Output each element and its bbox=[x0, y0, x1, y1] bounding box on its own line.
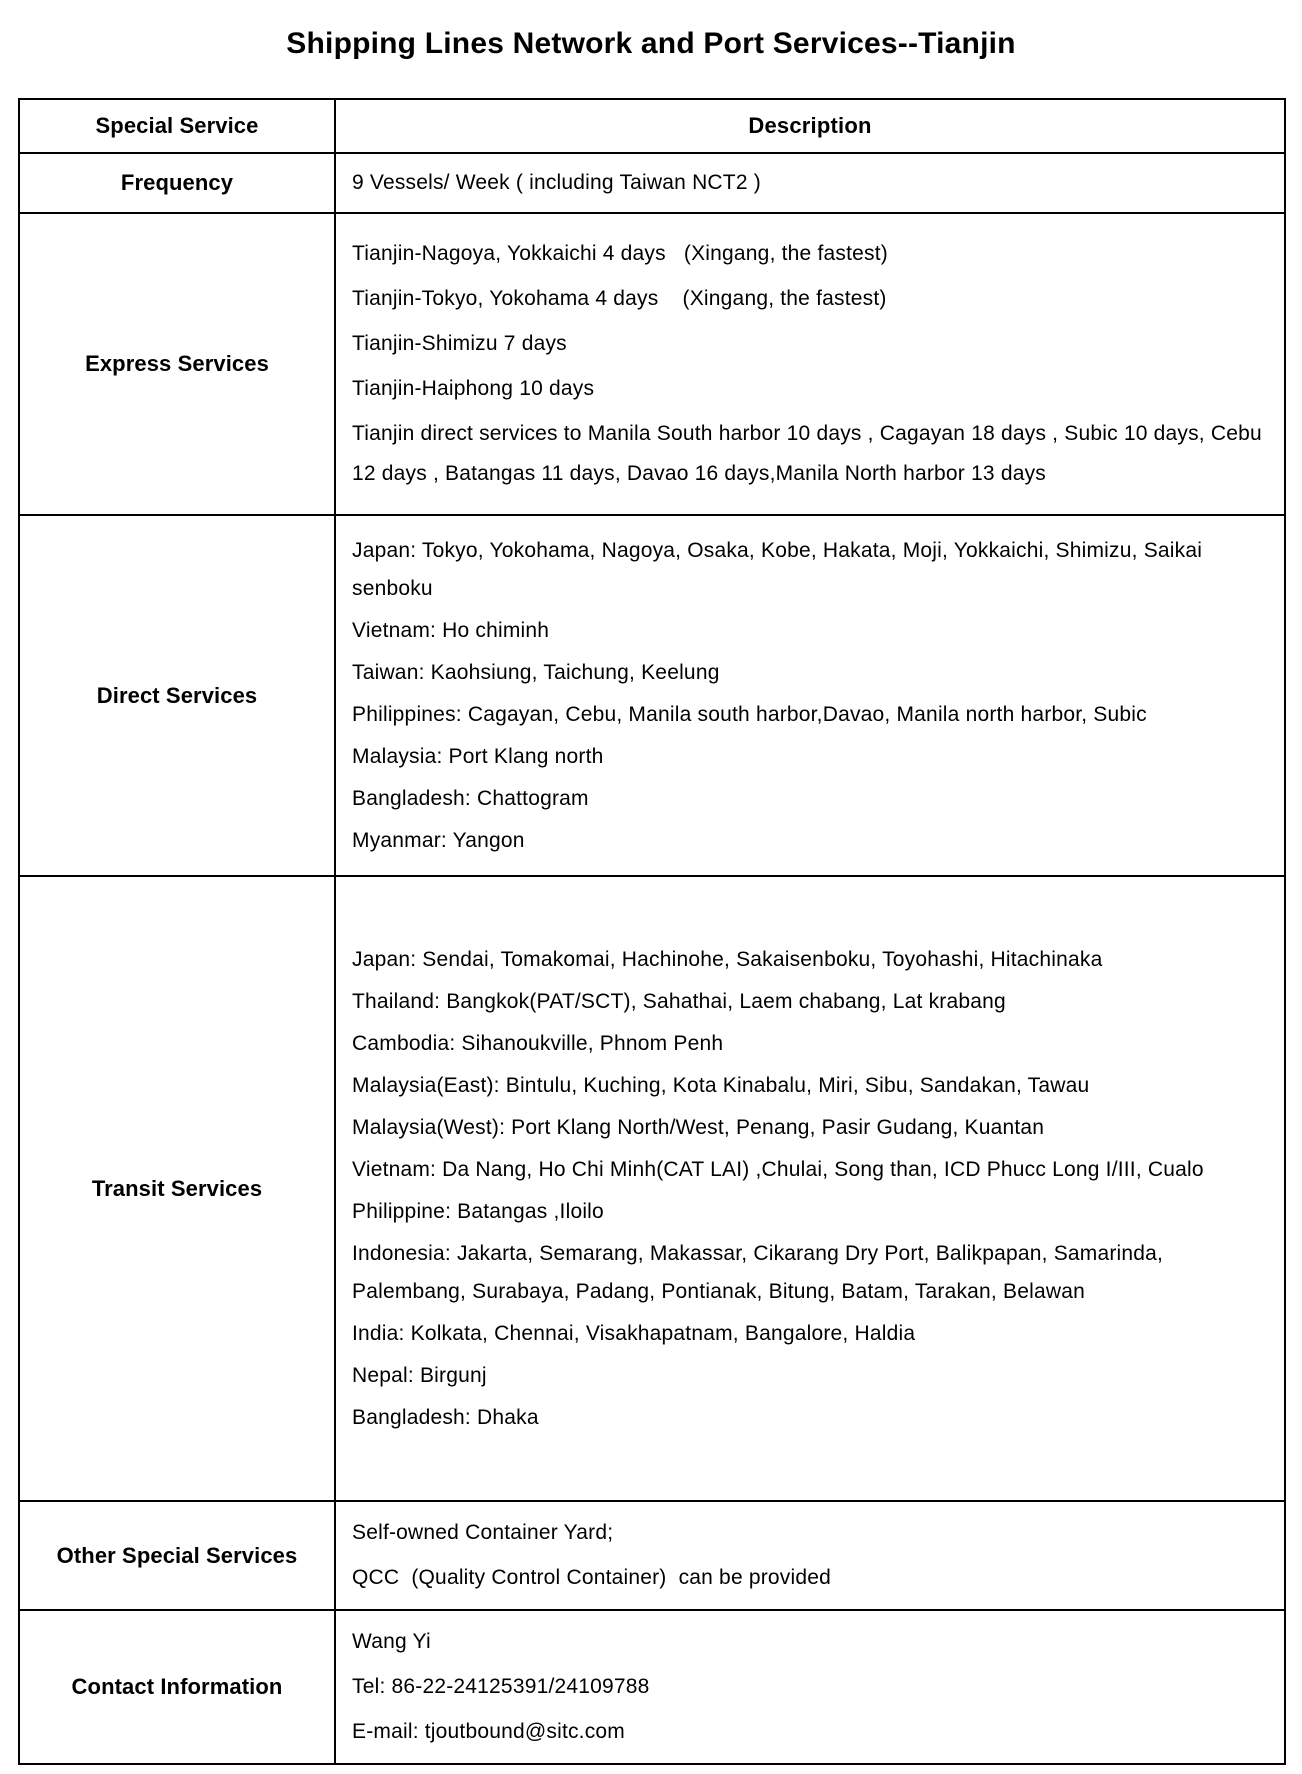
service-entry: Taiwan: Kaohsiung, Taichung, Keelung bbox=[352, 660, 720, 684]
contact-email: E-mail: tjoutbound@sitc.com bbox=[352, 1720, 625, 1743]
service-entry: Self-owned Container Yard; bbox=[352, 1521, 614, 1544]
desc-direct-services bbox=[335, 515, 1285, 876]
service-entry: Japan: Tokyo, Yokohama, Nagoya, Osaka, Kobe, Hakata, Moji, Yokkaichi, Shimizu, Saikai senboku bbox=[352, 538, 1209, 600]
label-direct-services: Direct Services bbox=[19, 515, 335, 876]
service-entry: Vietnam: Da Nang, Ho Chi Minh(CAT LAI) ,Chulai, Song than, ICD Phucc Long I/III, Cualo bbox=[352, 1157, 1204, 1181]
service-entry: Malaysia(East): Bintulu, Kuching, Kota Kinabalu, Miri, Sibu, Sandakan, Tawau bbox=[352, 1073, 1090, 1097]
desc-other-special-services bbox=[335, 1501, 1285, 1610]
label-transit-services: Transit Services bbox=[19, 876, 335, 1501]
service-entry: QCC (Quality Control Container) can be provided bbox=[352, 1566, 832, 1589]
contact-tel: Tel: 86-22-24125391/24109788 bbox=[352, 1675, 650, 1698]
row-frequency bbox=[19, 153, 1285, 213]
service-entry: Tianjin-Nagoya, Yokkaichi 4 days (Xingang, the fastest) bbox=[352, 242, 888, 265]
service-entry: Tianjin direct services to Manila South harbor 10 days , Cagayan 18 days , Subic 10 days, Cebu 12 days , Batangas 11 days, Davao 16 days,Manila North harbor 13 days bbox=[352, 422, 1268, 485]
service-entry: Tianjin-Shimizu 7 days bbox=[352, 332, 567, 355]
label-contact-information: Contact Information bbox=[19, 1610, 335, 1764]
label-other-special-services: Other Special Services bbox=[19, 1501, 335, 1610]
row-transit-services bbox=[19, 876, 1285, 1501]
row-contact-information bbox=[19, 1610, 1285, 1764]
service-entry: Philippines: Cagayan, Cebu, Manila south harbor,Davao, Manila north harbor, Subic bbox=[352, 702, 1147, 726]
service-entry: Myanmar: Yangon bbox=[352, 828, 525, 852]
service-entry: Malaysia: Port Klang north bbox=[352, 744, 604, 768]
service-entry: Philippine: Batangas ,Iloilo bbox=[352, 1199, 604, 1223]
service-entry: India: Kolkata, Chennai, Visakhapatnam, Bangalore, Haldia bbox=[352, 1321, 916, 1345]
service-entry: Thailand: Bangkok(PAT/SCT), Sahathai, Laem chabang, Lat krabang bbox=[352, 989, 1006, 1013]
service-entry: Vietnam: Ho chiminh bbox=[352, 618, 550, 642]
contact-name: Wang Yi bbox=[352, 1630, 431, 1653]
row-direct-services bbox=[19, 515, 1285, 876]
row-express-services bbox=[19, 213, 1285, 515]
service-entry: Cambodia: Sihanoukville, Phnom Penh bbox=[352, 1031, 724, 1055]
service-entry: Tianjin-Tokyo, Yokohama 4 days (Xingang, the fastest) bbox=[352, 287, 887, 310]
row-other-special-services bbox=[19, 1501, 1285, 1610]
desc-transit-services bbox=[335, 876, 1285, 1501]
service-entry: Bangladesh: Chattogram bbox=[352, 786, 589, 810]
label-express-services: Express Services bbox=[19, 213, 335, 515]
page-title: Shipping Lines Network and Port Services--Tianjin bbox=[286, 27, 1016, 60]
services-table bbox=[18, 98, 1286, 1765]
table-header-row bbox=[19, 99, 1285, 153]
desc-contact-information bbox=[335, 1610, 1285, 1764]
service-entry: Japan: Sendai, Tomakomai, Hachinohe, Sakaisenboku, Toyohashi, Hitachinaka bbox=[352, 947, 1103, 971]
desc-express-services bbox=[335, 213, 1285, 515]
label-frequency: Frequency bbox=[19, 153, 335, 213]
header-special-service: Special Service bbox=[19, 99, 335, 153]
service-entry: Nepal: Birgunj bbox=[352, 1363, 487, 1387]
service-entry: Indonesia: Jakarta, Semarang, Makassar, Cikarang Dry Port, Balikpapan, Samarinda, Palembang, Surabaya, Padang, Pontianak, Bitung, Batam, Tarakan, Belawan bbox=[352, 1241, 1170, 1303]
service-entry: Tianjin-Haiphong 10 days bbox=[352, 377, 595, 400]
desc-frequency bbox=[335, 153, 1285, 213]
service-entry: Malaysia(West): Port Klang North/West, Penang, Pasir Gudang, Kuantan bbox=[352, 1115, 1045, 1139]
header-description: Description bbox=[335, 99, 1285, 153]
service-entry: Bangladesh: Dhaka bbox=[352, 1405, 539, 1429]
service-entry: 9 Vessels/ Week ( including Taiwan NCT2 ) bbox=[352, 171, 761, 194]
